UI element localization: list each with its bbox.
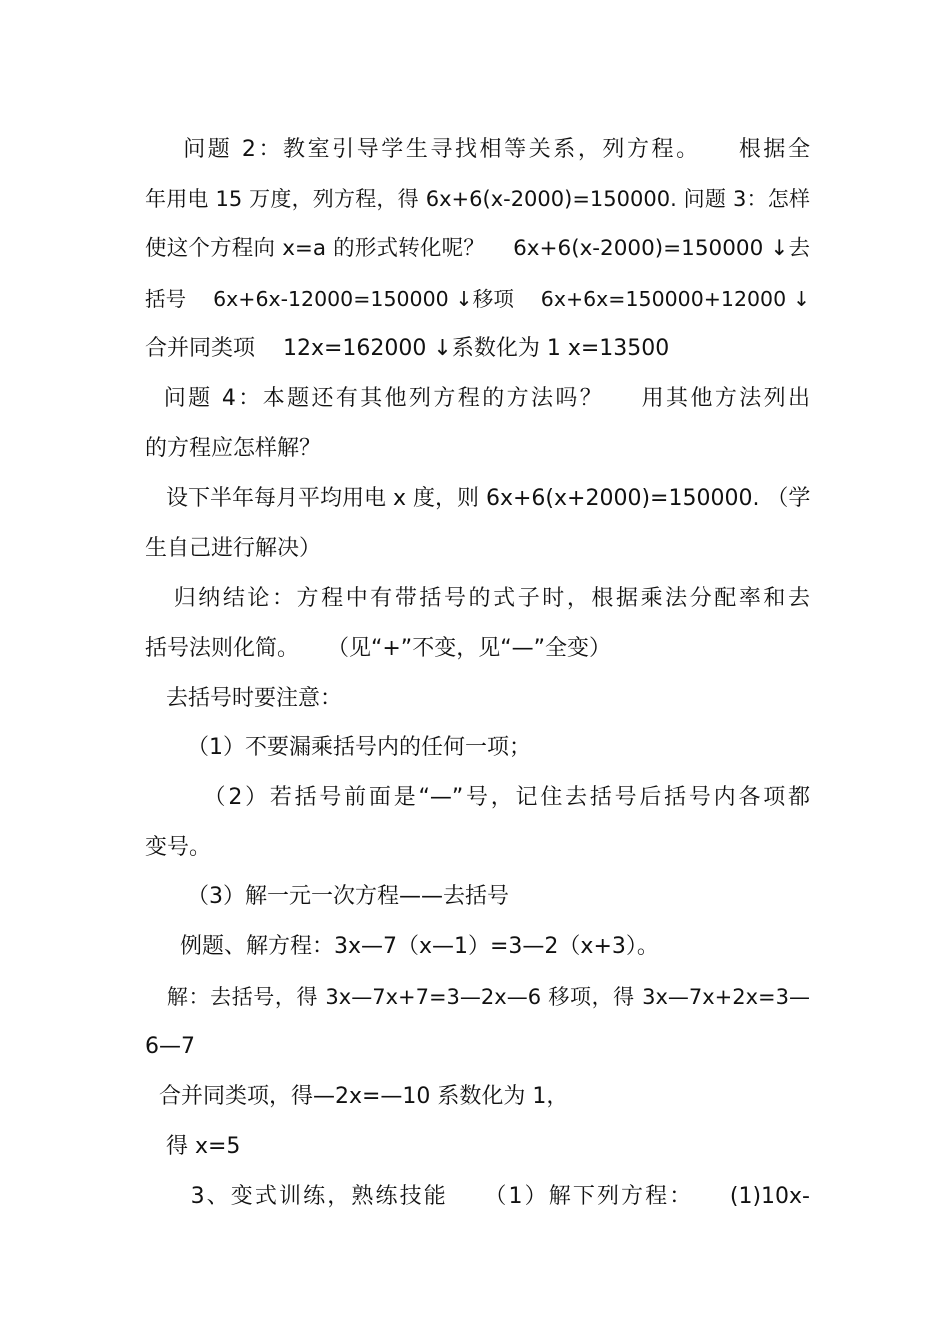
text-line-8: 设下半年每月平均用电 x 度，则 6x+6(x+2000)=150000. （学 — [145, 486, 810, 511]
text-line-14: （2）若括号前面是“—”号，记住去括号后括号内各项都 — [145, 785, 810, 810]
text-line-19: 6—7 — [145, 1034, 195, 1059]
text-line-11: 括号法则化简。 （见“+”不变，见“—”全变） — [145, 636, 611, 661]
text-line-4: 括号 6x+6x-12000=150000 ↓移项 6x+6x=150000+12000 ↓ — [145, 287, 810, 311]
text-line-10: 归纳结论：方程中有带括号的式子时，根据乘法分配率和去 — [145, 586, 810, 611]
text-line-6: 问题 4：本题还有其他列方程的方法吗？ 用其他方法列出 — [145, 386, 810, 411]
text-line-17: 例题、解方程：3x—7（x—1）=3—2（x+3）。 — [145, 934, 659, 959]
text-line-18: 解：去括号，得 3x—7x+7=3—2x—6 移项，得 3x—7x+2x=3— — [145, 985, 810, 1009]
text-line-5: 合并同类项 12x=162000 ↓系数化为 1 x=13500 — [145, 336, 670, 361]
text-line-13: （1）不要漏乘括号内的任何一项； — [145, 735, 531, 760]
text-line-21: 得 x=5 — [145, 1134, 241, 1159]
text-line-7: 的方程应怎样解？ — [145, 436, 322, 461]
text-line-1: 问题 2：教室引导学生寻找相等关系，列方程。 根据全 — [145, 137, 810, 162]
text-line-16: （3）解一元一次方程——去括号 — [145, 884, 509, 909]
text-line-12: 去括号时要注意： — [145, 686, 342, 711]
text-line-15: 变号。 — [145, 835, 212, 860]
text-line-9: 生自己进行解决） — [145, 536, 322, 561]
text-line-22: 3、变式训练，熟练技能 （1）解下列方程： (1)10x- — [145, 1184, 810, 1209]
text-line-2: 年用电 15 万度，列方程，得 6x+6(x-2000)=150000. 问题 3：怎样 — [145, 187, 810, 211]
text-line-3: 使这个方程向 x=a 的形式转化呢？ 6x+6(x-2000)=150000 ↓去 — [145, 236, 810, 261]
text-line-20: 合并同类项，得—2x=—10 系数化为 1， — [145, 1084, 569, 1109]
